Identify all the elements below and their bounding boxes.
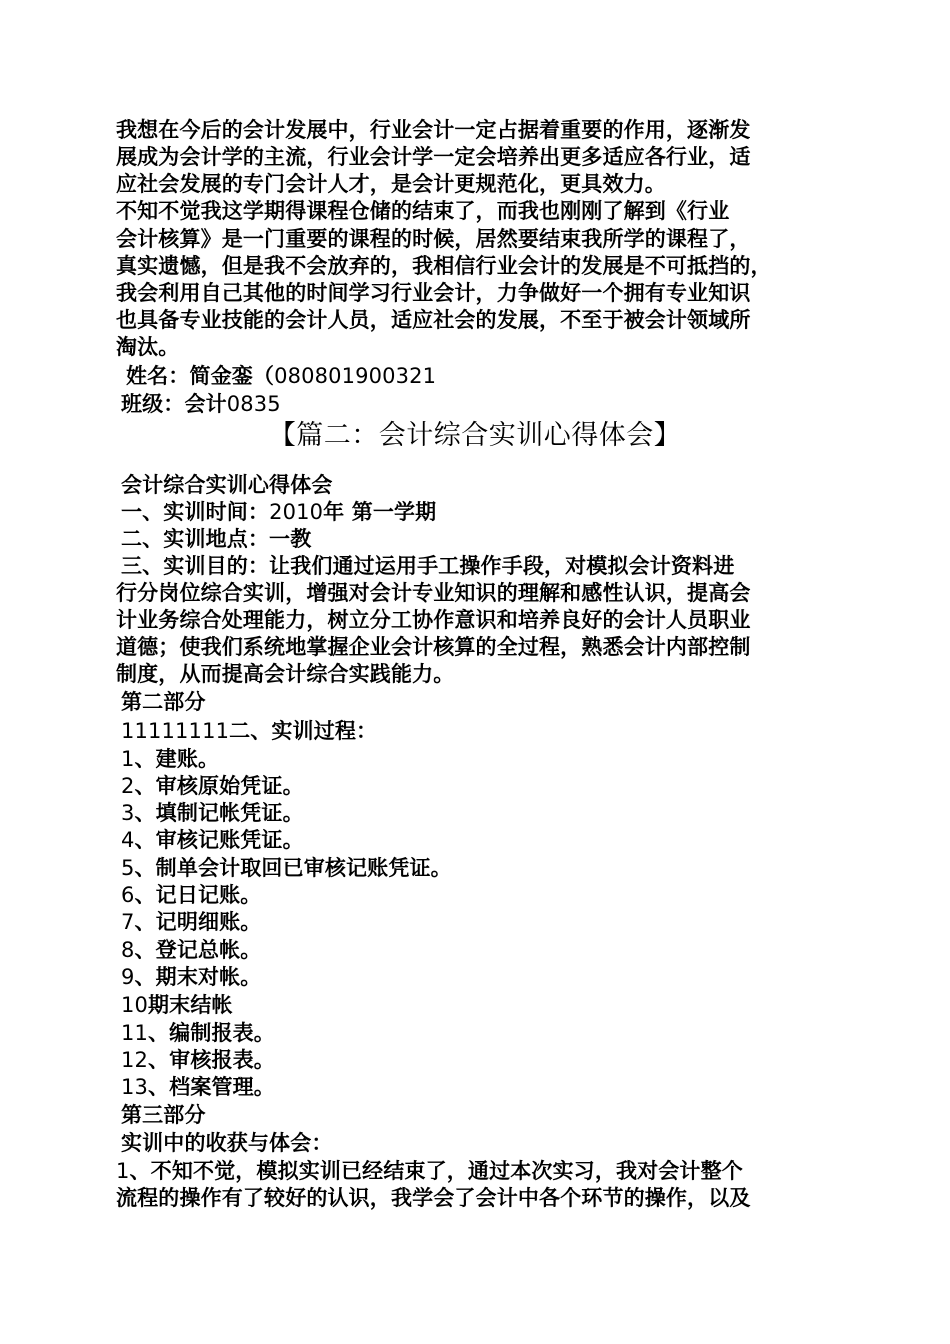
- step-text: 、制单会计取回已审核记账凭证。: [134, 856, 452, 880]
- part3-title: 第三部分: [121, 1103, 206, 1127]
- purpose-line-1: 三、实训目的：让我们通过运用手工操作手段，对模拟会计资料进: [121, 554, 735, 578]
- training-term: 年 第一学期: [323, 500, 437, 524]
- process-heading-label: 二、实训过程：: [229, 719, 378, 743]
- purpose-line-2: 行分岗位综合实训，增强对会计专业知识的理解和感性认识，提高会: [116, 581, 751, 605]
- class-label: 班级：会计: [121, 392, 227, 416]
- class-number: 0835: [226, 392, 281, 416]
- process-step: [121, 827, 304, 854]
- process-step: [121, 1074, 275, 1101]
- author-name-label: 姓名：简金銮（: [126, 364, 275, 388]
- step-text: 、记日记账。: [134, 883, 262, 907]
- process-step: [121, 773, 304, 800]
- step-text: 、填制记帐凭证。: [134, 801, 304, 825]
- process-step: [121, 909, 261, 936]
- part2-title: 第二部分: [121, 690, 206, 714]
- step-number: 1: [121, 747, 135, 771]
- doc-title: 会计综合实训心得体会: [121, 473, 333, 497]
- training-year: 2010: [269, 500, 324, 524]
- process-heading: [121, 718, 377, 745]
- step-text: 、审核记账凭证。: [134, 828, 304, 852]
- step-number: 10: [121, 993, 149, 1017]
- step-text: 、期末对帐。: [134, 965, 262, 989]
- closing-line-6: 淘汰。: [116, 335, 180, 359]
- purpose-line-4: 道德；使我们系统地掌握企业会计核算的全过程，熟悉会计内部控制: [116, 635, 751, 659]
- step-number: 2: [121, 774, 135, 798]
- author-name: [126, 363, 436, 390]
- gains-line-1-text: 、不知不觉，模拟实训已经结束了，通过本次实习，我对会计整个: [129, 1159, 743, 1183]
- process-step: [121, 746, 219, 773]
- step-text: 、建账。: [134, 747, 220, 771]
- training-time-label: 一、实训时间：: [121, 500, 270, 524]
- process-step: [121, 800, 304, 827]
- process-step: [121, 1020, 275, 1047]
- step-number: 4: [121, 828, 135, 852]
- step-text: 、编制报表。: [148, 1021, 275, 1045]
- step-text: 、审核原始凭证。: [134, 774, 304, 798]
- step-number: 8: [121, 938, 135, 962]
- student-number: 080801900321: [274, 364, 437, 388]
- step-text: 、审核报表。: [148, 1048, 275, 1072]
- intro-line-2: 展成为会计学的主流，行业会计学一定会培养出更多适应各行业，适: [116, 145, 751, 169]
- step-text: 、记明细账。: [134, 910, 262, 934]
- step-number: 5: [121, 856, 135, 880]
- step-number: 7: [121, 910, 135, 934]
- closing-line-1: 不知不觉我这学期得课程仓储的结束了，而我也刚刚了解到《行业: [116, 199, 730, 223]
- closing-line-2: 会计核算》是一门重要的课程的时候，居然要结束我所学的课程了，: [116, 227, 751, 251]
- step-number: 3: [121, 801, 135, 825]
- gains-line-1: [116, 1158, 743, 1185]
- step-number: 9: [121, 965, 135, 989]
- process-heading-prefix: 11111111: [121, 719, 230, 743]
- class-info: [121, 391, 281, 418]
- purpose-line-5: 制度，从而提高会计综合实践能力。: [116, 662, 455, 686]
- section-heading: 【篇二：会计综合实训心得体会】: [268, 420, 682, 451]
- step-number: 12: [121, 1048, 149, 1072]
- training-place: 二、实训地点：一教: [121, 527, 312, 551]
- gains-line-2: 流程的操作有了较好的认识，我学会了会计中各个环节的操作，以及: [116, 1186, 751, 1210]
- step-text: 、登记总帐。: [134, 938, 262, 962]
- gains-item-number: 1: [116, 1159, 130, 1183]
- step-number: 6: [121, 883, 135, 907]
- step-text: 期末结帐: [148, 993, 233, 1017]
- process-step: [121, 882, 261, 909]
- closing-line-4: 我会利用自己其他的时间学习行业会计，力争做好一个拥有专业知识: [116, 281, 751, 305]
- closing-line-3: 真实遗憾，但是我不会放弃的，我相信行业会计的发展是不可抵挡的，: [116, 254, 772, 278]
- step-text: 、档案管理。: [148, 1075, 275, 1099]
- step-number: 11: [121, 1021, 149, 1045]
- step-number: 13: [121, 1075, 149, 1099]
- purpose-line-3: 计业务综合处理能力，树立分工协作意识和培养良好的会计人员职业: [116, 608, 751, 632]
- closing-line-5: 也具备专业技能的会计人员，适应社会的发展，不至于被会计领域所: [116, 308, 751, 332]
- process-step: [121, 964, 261, 991]
- process-step: [121, 855, 452, 882]
- process-step: [121, 992, 233, 1019]
- process-step: [121, 937, 261, 964]
- intro-line-1: 我想在今后的会计发展中，行业会计一定占据着重要的作用，逐渐发: [116, 118, 751, 142]
- training-time: [121, 499, 436, 526]
- process-step: [121, 1047, 275, 1074]
- intro-line-3: 应社会发展的专门会计人才，是会计更规范化，更具效力。: [116, 172, 666, 196]
- gains-heading: 实训中的收获与体会：: [121, 1131, 333, 1155]
